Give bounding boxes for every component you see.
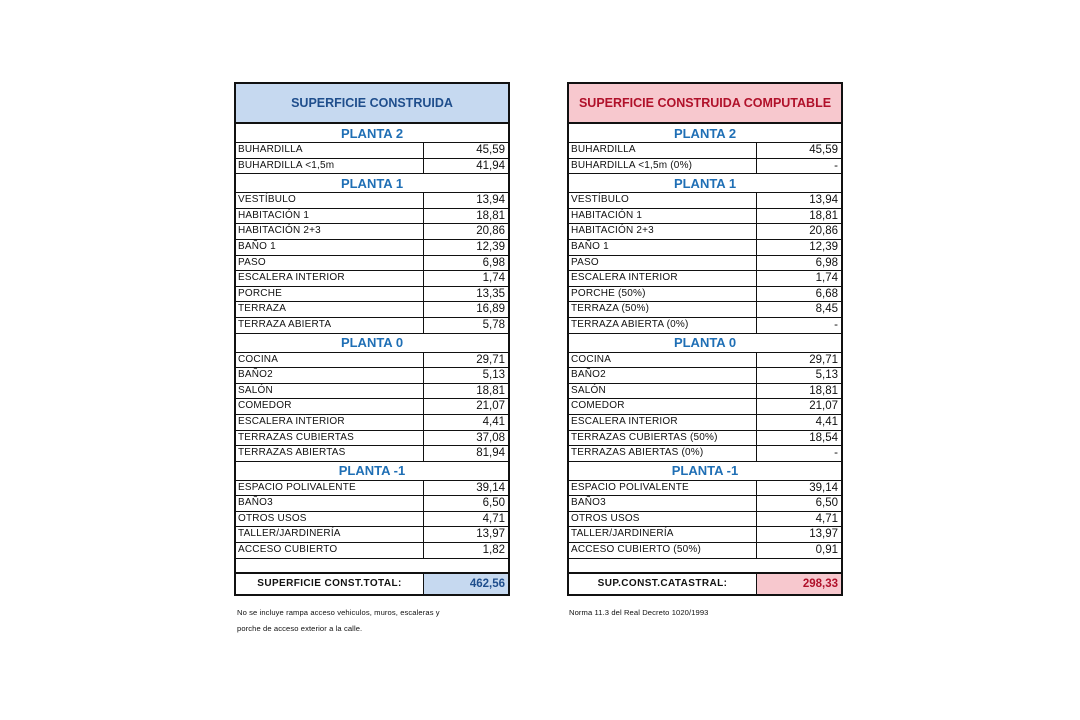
table-row: [236, 496, 508, 512]
room-label: TERRAZAS CUBIERTAS (50%): [569, 431, 757, 446]
room-label: TERRAZA: [236, 302, 424, 317]
room-label: TALLER/JARDINERÍA: [236, 527, 424, 542]
table-row: [569, 353, 841, 369]
area-value: 12,39: [809, 240, 838, 253]
area-value: 5,13: [482, 369, 505, 382]
table-row: [236, 543, 508, 559]
area-value: 18,81: [476, 384, 505, 397]
room-label: TERRAZAS ABIERTAS: [236, 446, 424, 461]
area-value: 81,94: [476, 447, 505, 460]
room-label: TALLER/JARDINERÍA: [569, 527, 757, 542]
section-header: PLANTA -1: [569, 462, 841, 481]
room-label: PASO: [569, 256, 757, 271]
surface-table-built: [234, 82, 510, 596]
table-row: [569, 193, 841, 209]
section-header: PLANTA 1: [236, 174, 508, 193]
table-row: [236, 224, 508, 240]
table-row: [236, 271, 508, 287]
table-body: [236, 124, 508, 559]
footnote-line: Norma 11.3 del Real Decreto 1020/1993: [569, 608, 709, 617]
footnote-left: [237, 605, 507, 637]
area-value: 6,50: [482, 497, 505, 510]
area-value: 21,07: [809, 400, 838, 413]
section-header: PLANTA 0: [236, 334, 508, 353]
area-value: -: [834, 159, 838, 172]
table-row: [236, 193, 508, 209]
area-value: 1,74: [482, 272, 505, 285]
area-value: 8,45: [815, 303, 838, 316]
table-row: [236, 446, 508, 462]
table-row: [569, 431, 841, 447]
room-label: COCINA: [569, 353, 757, 368]
area-value: 4,71: [482, 512, 505, 525]
room-label: ESPACIO POLIVALENTE: [569, 481, 757, 496]
area-value: 1,74: [815, 272, 838, 285]
room-label: BUHARDILLA <1,5m (0%): [569, 159, 757, 174]
area-value: 18,81: [476, 209, 505, 222]
area-value: 13,97: [476, 528, 505, 541]
footnote-right: [569, 605, 839, 621]
table-row: [236, 240, 508, 256]
table-row: [569, 209, 841, 225]
area-value: 4,41: [815, 415, 838, 428]
area-value: 18,81: [809, 384, 838, 397]
room-label: HABITACIÓN 1: [236, 209, 424, 224]
room-label: ESCALERA INTERIOR: [569, 415, 757, 430]
total-label: SUPERFICIE CONST.TOTAL:: [236, 574, 424, 594]
room-label: OTROS USOS: [569, 512, 757, 527]
section-header: PLANTA -1: [236, 462, 508, 481]
table-row: [236, 209, 508, 225]
footnote-line: porche de acceso exterior a la calle.: [237, 624, 363, 633]
room-label: TERRAZAS CUBIERTAS: [236, 431, 424, 446]
table-row: [236, 399, 508, 415]
room-label: PORCHE (50%): [569, 287, 757, 302]
room-label: BAÑO 1: [569, 240, 757, 255]
total-value: 298,33: [757, 574, 841, 594]
room-label: BAÑO 1: [236, 240, 424, 255]
area-value: 13,35: [476, 287, 505, 300]
room-label: COCINA: [236, 353, 424, 368]
area-value: 41,94: [476, 159, 505, 172]
table-row: [569, 415, 841, 431]
table-row: [236, 302, 508, 318]
room-label: BUHARDILLA: [236, 143, 424, 158]
room-label: HABITACIÓN 2+3: [569, 224, 757, 239]
blank-row: [569, 559, 841, 574]
area-value: 18,81: [809, 209, 838, 222]
table-row: [236, 527, 508, 543]
area-value: 5,78: [482, 318, 505, 331]
section-header: PLANTA 0: [569, 334, 841, 353]
room-label: SALÓN: [569, 384, 757, 399]
room-label: SALÓN: [236, 384, 424, 399]
area-value: 13,97: [809, 528, 838, 541]
area-value: 39,14: [476, 481, 505, 494]
area-value: 20,86: [476, 225, 505, 238]
table-row: [569, 399, 841, 415]
room-label: BAÑO3: [236, 496, 424, 511]
table-row: [236, 431, 508, 447]
area-value: -: [834, 447, 838, 460]
table-title: SUPERFICIE CONSTRUIDA: [236, 84, 508, 124]
table-row: [236, 481, 508, 497]
blank-row: [236, 559, 508, 574]
area-value: 1,82: [482, 544, 505, 557]
table-row: [236, 512, 508, 528]
area-value: 39,14: [809, 481, 838, 494]
area-value: 29,71: [476, 353, 505, 366]
room-label: COMEDOR: [236, 399, 424, 414]
area-value: 6,98: [482, 256, 505, 269]
table-row: [569, 302, 841, 318]
table-row: [569, 384, 841, 400]
room-label: VESTÍBULO: [236, 193, 424, 208]
table-row: [569, 256, 841, 272]
area-value: 37,08: [476, 431, 505, 444]
area-value: 18,54: [809, 431, 838, 444]
total-row: [236, 574, 508, 594]
footnote-line: No se incluye rampa acceso vehiculos, muros, escaleras y: [237, 608, 440, 617]
room-label: PASO: [236, 256, 424, 271]
table-row: [569, 512, 841, 528]
table-body: [569, 124, 841, 559]
area-value: 5,13: [815, 369, 838, 382]
table-row: [569, 271, 841, 287]
room-label: TERRAZA ABIERTA (0%): [569, 318, 757, 333]
section-header: PLANTA 2: [236, 124, 508, 143]
table-row: [236, 318, 508, 334]
room-label: COMEDOR: [569, 399, 757, 414]
room-label: ESCALERA INTERIOR: [236, 415, 424, 430]
table-row: [569, 543, 841, 559]
table-row: [569, 368, 841, 384]
total-value: 462,56: [424, 574, 508, 594]
area-value: 21,07: [476, 400, 505, 413]
table-row: [569, 224, 841, 240]
area-value: 20,86: [809, 225, 838, 238]
area-value: 4,71: [815, 512, 838, 525]
area-value: 13,94: [809, 194, 838, 207]
table-row: [569, 446, 841, 462]
room-label: TERRAZA ABIERTA: [236, 318, 424, 333]
room-label: BAÑO2: [569, 368, 757, 383]
area-value: 4,41: [482, 415, 505, 428]
table-row: [236, 256, 508, 272]
room-label: ACCESO CUBIERTO (50%): [569, 543, 757, 558]
room-label: TERRAZA (50%): [569, 302, 757, 317]
table-row: [236, 353, 508, 369]
room-label: OTROS USOS: [236, 512, 424, 527]
room-label: BUHARDILLA <1,5m: [236, 159, 424, 174]
room-label: ESCALERA INTERIOR: [236, 271, 424, 286]
room-label: ESCALERA INTERIOR: [569, 271, 757, 286]
table-row: [236, 287, 508, 303]
area-value: 0,91: [815, 544, 838, 557]
section-header: PLANTA 2: [569, 124, 841, 143]
room-label: BAÑO2: [236, 368, 424, 383]
table-row: [236, 415, 508, 431]
area-value: 29,71: [809, 353, 838, 366]
table-row: [569, 318, 841, 334]
room-label: BAÑO3: [569, 496, 757, 511]
table-row: [569, 527, 841, 543]
room-label: VESTÍBULO: [569, 193, 757, 208]
table-row: [236, 384, 508, 400]
table-row: [569, 143, 841, 159]
total-label: SUP.CONST.CATASTRAL:: [569, 574, 757, 594]
room-label: TERRAZAS ABIERTAS (0%): [569, 446, 757, 461]
area-value: 16,89: [476, 303, 505, 316]
area-value: 6,50: [815, 497, 838, 510]
section-header: PLANTA 1: [569, 174, 841, 193]
area-value: 12,39: [476, 240, 505, 253]
table-row: [569, 496, 841, 512]
area-value: 6,98: [815, 256, 838, 269]
table-row: [236, 159, 508, 175]
area-value: 6,68: [815, 287, 838, 300]
table-row: [236, 368, 508, 384]
room-label: HABITACIÓN 1: [569, 209, 757, 224]
area-value: 45,59: [809, 144, 838, 156]
room-label: ESPACIO POLIVALENTE: [236, 481, 424, 496]
area-value: 45,59: [476, 144, 505, 156]
area-value: -: [834, 318, 838, 331]
surface-table-computable: [567, 82, 843, 596]
room-label: PORCHE: [236, 287, 424, 302]
table-row: [569, 287, 841, 303]
total-row: [569, 574, 841, 594]
table-row: [569, 481, 841, 497]
room-label: HABITACIÓN 2+3: [236, 224, 424, 239]
table-title: SUPERFICIE CONSTRUIDA COMPUTABLE: [569, 84, 841, 124]
area-value: 13,94: [476, 194, 505, 207]
table-row: [569, 240, 841, 256]
table-row: [569, 159, 841, 175]
room-label: BUHARDILLA: [569, 143, 757, 158]
table-row: [236, 143, 508, 159]
room-label: ACCESO CUBIERTO: [236, 543, 424, 558]
